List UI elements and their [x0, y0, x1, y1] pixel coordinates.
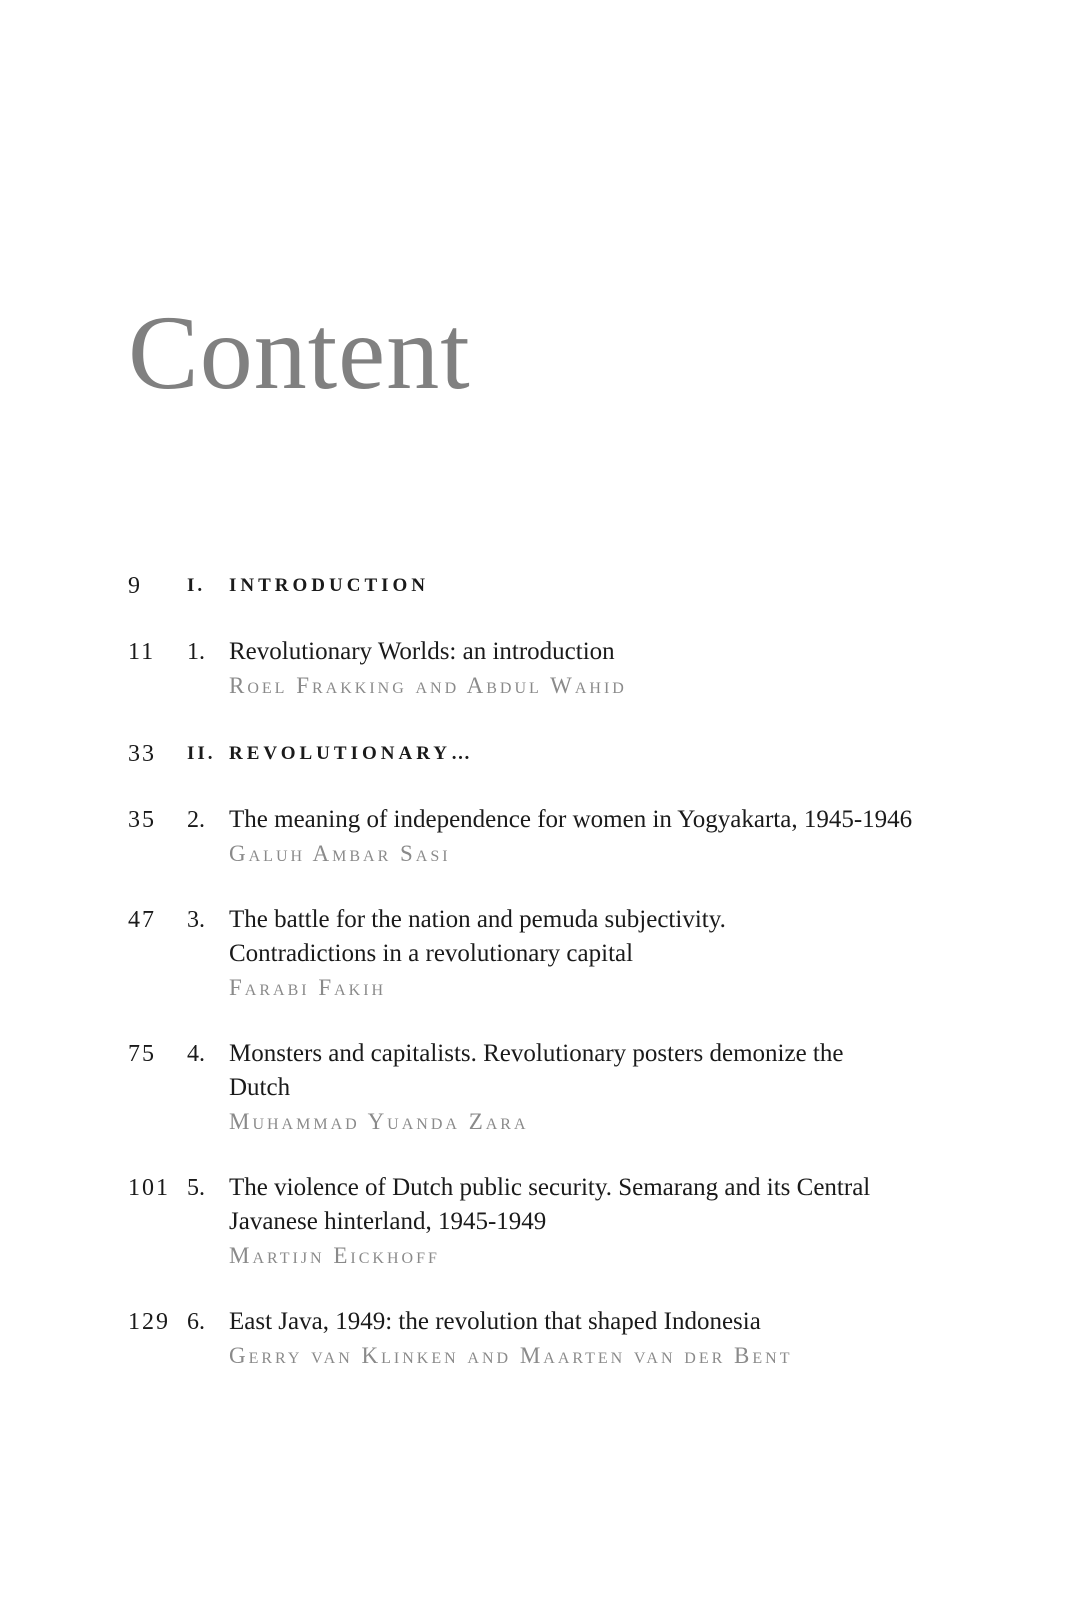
toc-chapter-title-line: The battle for the nation and pemuda subjectivity. — [229, 906, 726, 933]
toc-chapter-title-line: Javanese hinterland, 1945-1949 — [229, 1208, 547, 1235]
toc-page-number: 75 — [128, 1041, 156, 1067]
toc-page-number: 129 — [128, 1309, 170, 1335]
toc-chapter-number: 5. — [187, 1175, 205, 1201]
toc-section-number: II. — [187, 743, 216, 764]
toc-chapter-number: 3. — [187, 907, 205, 933]
toc-page-number: 35 — [128, 807, 156, 833]
toc-page-number: 101 — [128, 1175, 170, 1201]
toc-chapter-author: Muhammad Yuanda Zara — [229, 1109, 529, 1134]
toc-chapter-title: East Java, 1949: the revolution that shaped Indonesia — [229, 1308, 761, 1335]
toc-chapter-title-line: Contradictions in a revolutionary capital — [229, 940, 634, 967]
toc-section-number: I. — [187, 575, 206, 596]
toc-chapter-title-line: The violence of Dutch public security. Semarang and its Central — [229, 1174, 871, 1201]
toc-chapter-number: 6. — [187, 1309, 205, 1335]
toc-chapter-author: Gerry van Klinken and Maarten van der Bent — [229, 1343, 793, 1368]
toc-chapter-author: Farabi Fakih — [229, 975, 387, 1000]
toc-section-title: INTRODUCTION — [229, 575, 430, 596]
toc-chapter-author: Roel Frakking and Abdul Wahid — [229, 673, 627, 698]
toc-page-number: 47 — [128, 907, 156, 933]
toc-chapter-author: Martijn Eickhoff — [229, 1243, 440, 1268]
toc-chapter-author: Galuh Ambar Sasi — [229, 841, 451, 866]
toc-chapter-title-line: Monsters and capitalists. Revolutionary posters demonize the — [229, 1040, 844, 1067]
toc-chapter-title-line: Dutch — [229, 1074, 291, 1101]
toc-chapter-number: 1. — [187, 639, 205, 665]
toc-chapter-title: Revolutionary Worlds: an introduction — [229, 638, 615, 665]
toc-section-title: REVOLUTIONARY… — [229, 743, 474, 764]
toc-chapter-title: The meaning of independence for women in Yogyakarta, 1945-1946 — [229, 806, 913, 833]
toc-page-number: 33 — [128, 741, 156, 767]
toc-page-number: 9 — [128, 573, 142, 599]
toc-chapter-number: 4. — [187, 1041, 205, 1067]
page-title: Content — [128, 294, 471, 411]
toc-chapter-number: 2. — [187, 807, 205, 833]
toc-page-number: 11 — [128, 639, 156, 665]
